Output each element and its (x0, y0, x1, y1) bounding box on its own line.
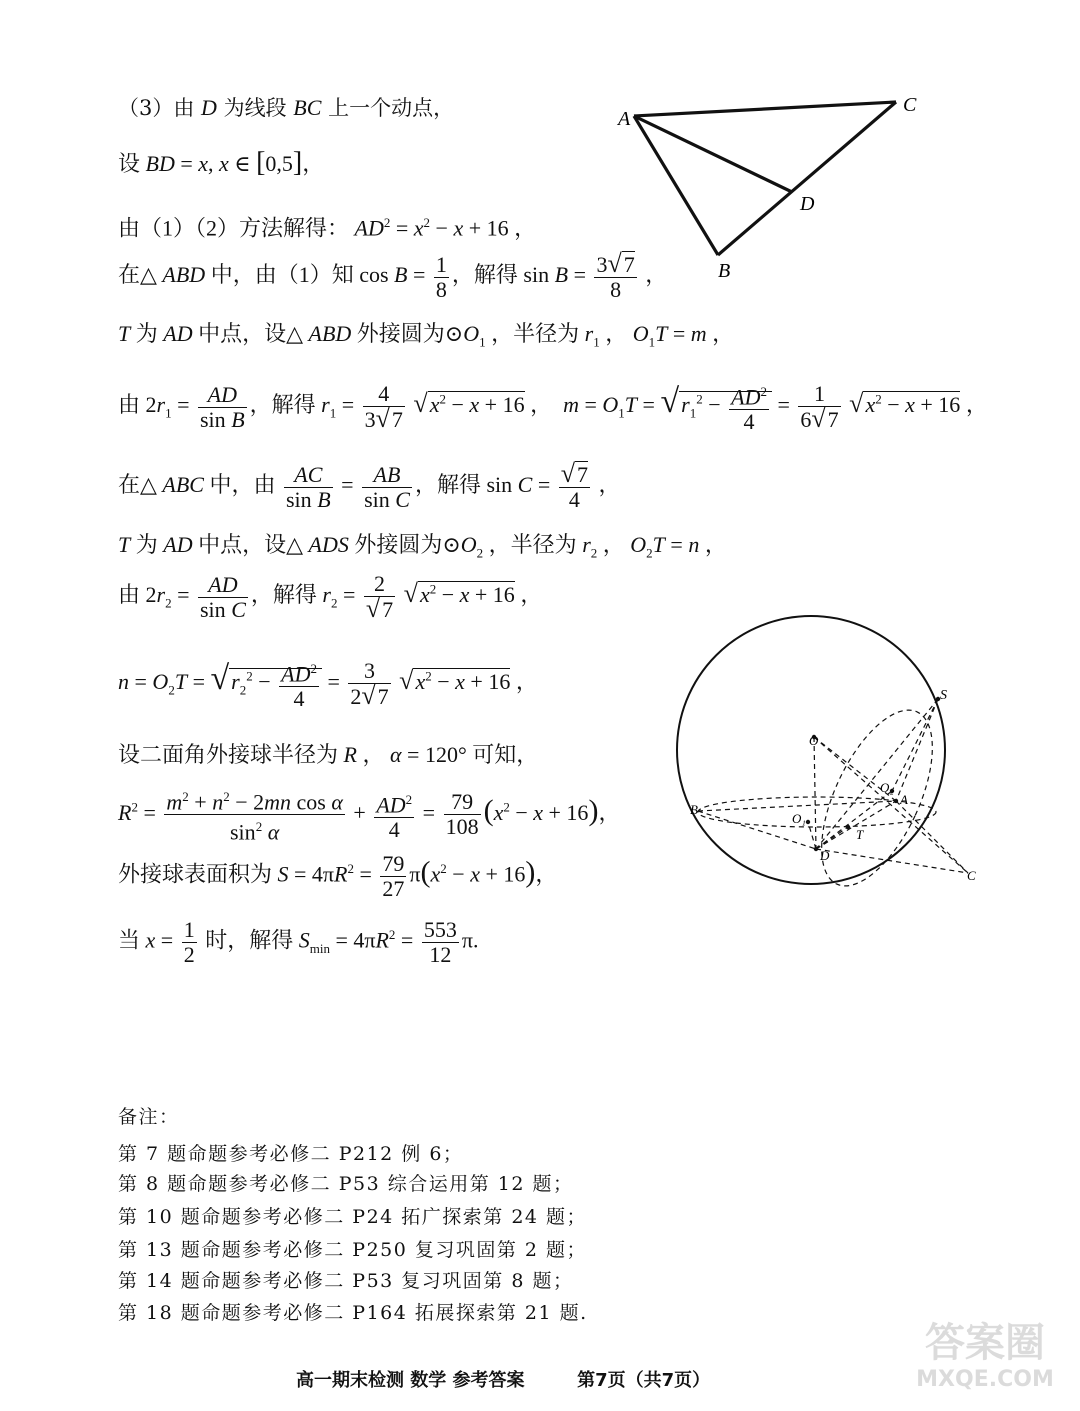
page-footer (296, 1366, 710, 1392)
note-item: 第 7 题命题参考必修二 P212 例 6； (118, 1143, 464, 1165)
notes-heading: 备注： (118, 1106, 180, 1128)
solution-line-4: 在△ ABD 中，由（1）知 cos B = $\frac{1}{8}$ ，解得 sin B = $\frac{3√7}{8}$ ， (118, 249, 668, 302)
vertex-label-d: D (800, 193, 815, 215)
note-item: 第 14 题命题参考必修二 P53 复习巩固第 8 题； (118, 1270, 574, 1292)
solution-line-14: 当 x = $\frac{1}{2}$ 时，解得 $S_{min} = 4\pi R^2$ = $\frac{553}{12}$ π. (118, 917, 479, 967)
edge-AC (634, 102, 896, 116)
sphere-label-b: B (690, 802, 698, 817)
watermark-logo: 答案圈 MXQE.COM (916, 1320, 1054, 1392)
sphere-label-o: O (809, 733, 819, 748)
solution-line-11: 设二面角外接球半径为 R ， α = 120° 可知， (118, 742, 539, 767)
footer-page-number: 第7页（共7页） (577, 1370, 711, 1391)
vertex-label-c: C (903, 94, 917, 116)
note-item: 第 18 题命题参考必修二 P164 拓展探索第 21 题. (118, 1302, 588, 1324)
solution-line-1: （3）由 D 为线段 BC 上一个动点， (118, 95, 455, 120)
footer-title: 高一期末检测 数学 参考答案 (296, 1370, 525, 1391)
sphere-label-t: T (856, 827, 864, 842)
solution-line-8: T 为 AD 中点，设△ ADS 外接圆为$⊙O_2$ ，半径为 $r_2$ ， $O_2T = n$ ， (118, 532, 727, 561)
solution-line-10: $n = O_2T = √r_2^2$ − $\frac{AD^2}{4}$ = $\frac{3}{2√7}$ $√x^2 - x + 16$ ， (118, 658, 538, 712)
note-item: 第 10 题命题参考必修二 P24 拓广探索第 24 题； (118, 1206, 588, 1228)
note-item: 第 8 题命题参考必修二 P53 综合运用第 12 题； (118, 1173, 574, 1195)
solution-line-12: $R^2$ = $\frac{m^2 + n^2 - 2mn \cos \alpha}{\sin^2 \alpha}$ + $\frac{AD^2}{4}$ = $\frac{79}{108}$ $(x^2 - x + 16)$， (118, 785, 620, 845)
solution-line-3: 由（1）（2）方法解得： $AD^2 = x^2 - x + 16$ ， (118, 215, 537, 241)
sphere-label-s: S (940, 688, 947, 703)
solution-line-5: T 为 AD 中点，设△ ABD 外接圆为$⊙O_1$ ，半径为 $r_1$ ， $O_1T = m$ ， (118, 321, 735, 350)
sphere-label-a: A (900, 792, 908, 807)
triangle-figure (600, 85, 940, 285)
sphere-label-c: C (967, 868, 976, 883)
vertex-label-b: B (718, 260, 731, 282)
solution-line-7: 在△ ABC 中，由 $\frac{AC}{\text{sin B}}$ = $\frac{AB}{\text{sin C}}$ ，解得 sin C = $\frac{√7}{4}$ ， (118, 459, 621, 512)
sphere-figure (668, 615, 988, 905)
sphere-outline (677, 616, 945, 884)
vertex-label-a: A (618, 108, 631, 130)
solution-line-13: 外接球表面积为 $S = 4\pi R^2$ = $\frac{79}{27}$ $\pi(x^2 - x + 16)$， (118, 851, 558, 901)
solution-line-6: 由 $2r_1$ = $\frac{AD}{\text{sin B}}$ ，解得 $r_1$ = $\frac{4}{3√7}$ $√x^2 - x + 16$ ， $m = O_1T = √r_1^2$ − $\frac{AD^2}{4}$ = $\frac{1}{6√7}$ $√x^2 - x + 16$ ， (118, 381, 988, 435)
solution-line-2: 设 BD = x, x ∈ [0,5]， (118, 147, 325, 178)
note-item: 第 13 题命题参考必修二 P250 复习巩固第 2 题； (118, 1239, 588, 1261)
sphere-label-o2: O₂ (880, 780, 894, 795)
tilted-circle (799, 694, 955, 902)
sphere-label-o1: O₁ (792, 811, 806, 826)
edge-CB (718, 102, 896, 255)
sphere-label-d: D (820, 848, 830, 863)
solution-line-9: 由 $2r_2$ = $\frac{AD}{\text{sin C}}$ ，解得 $r_2$ = $\frac{2}{√7}$ $√x^2 - x + 16$ ， (118, 571, 543, 623)
